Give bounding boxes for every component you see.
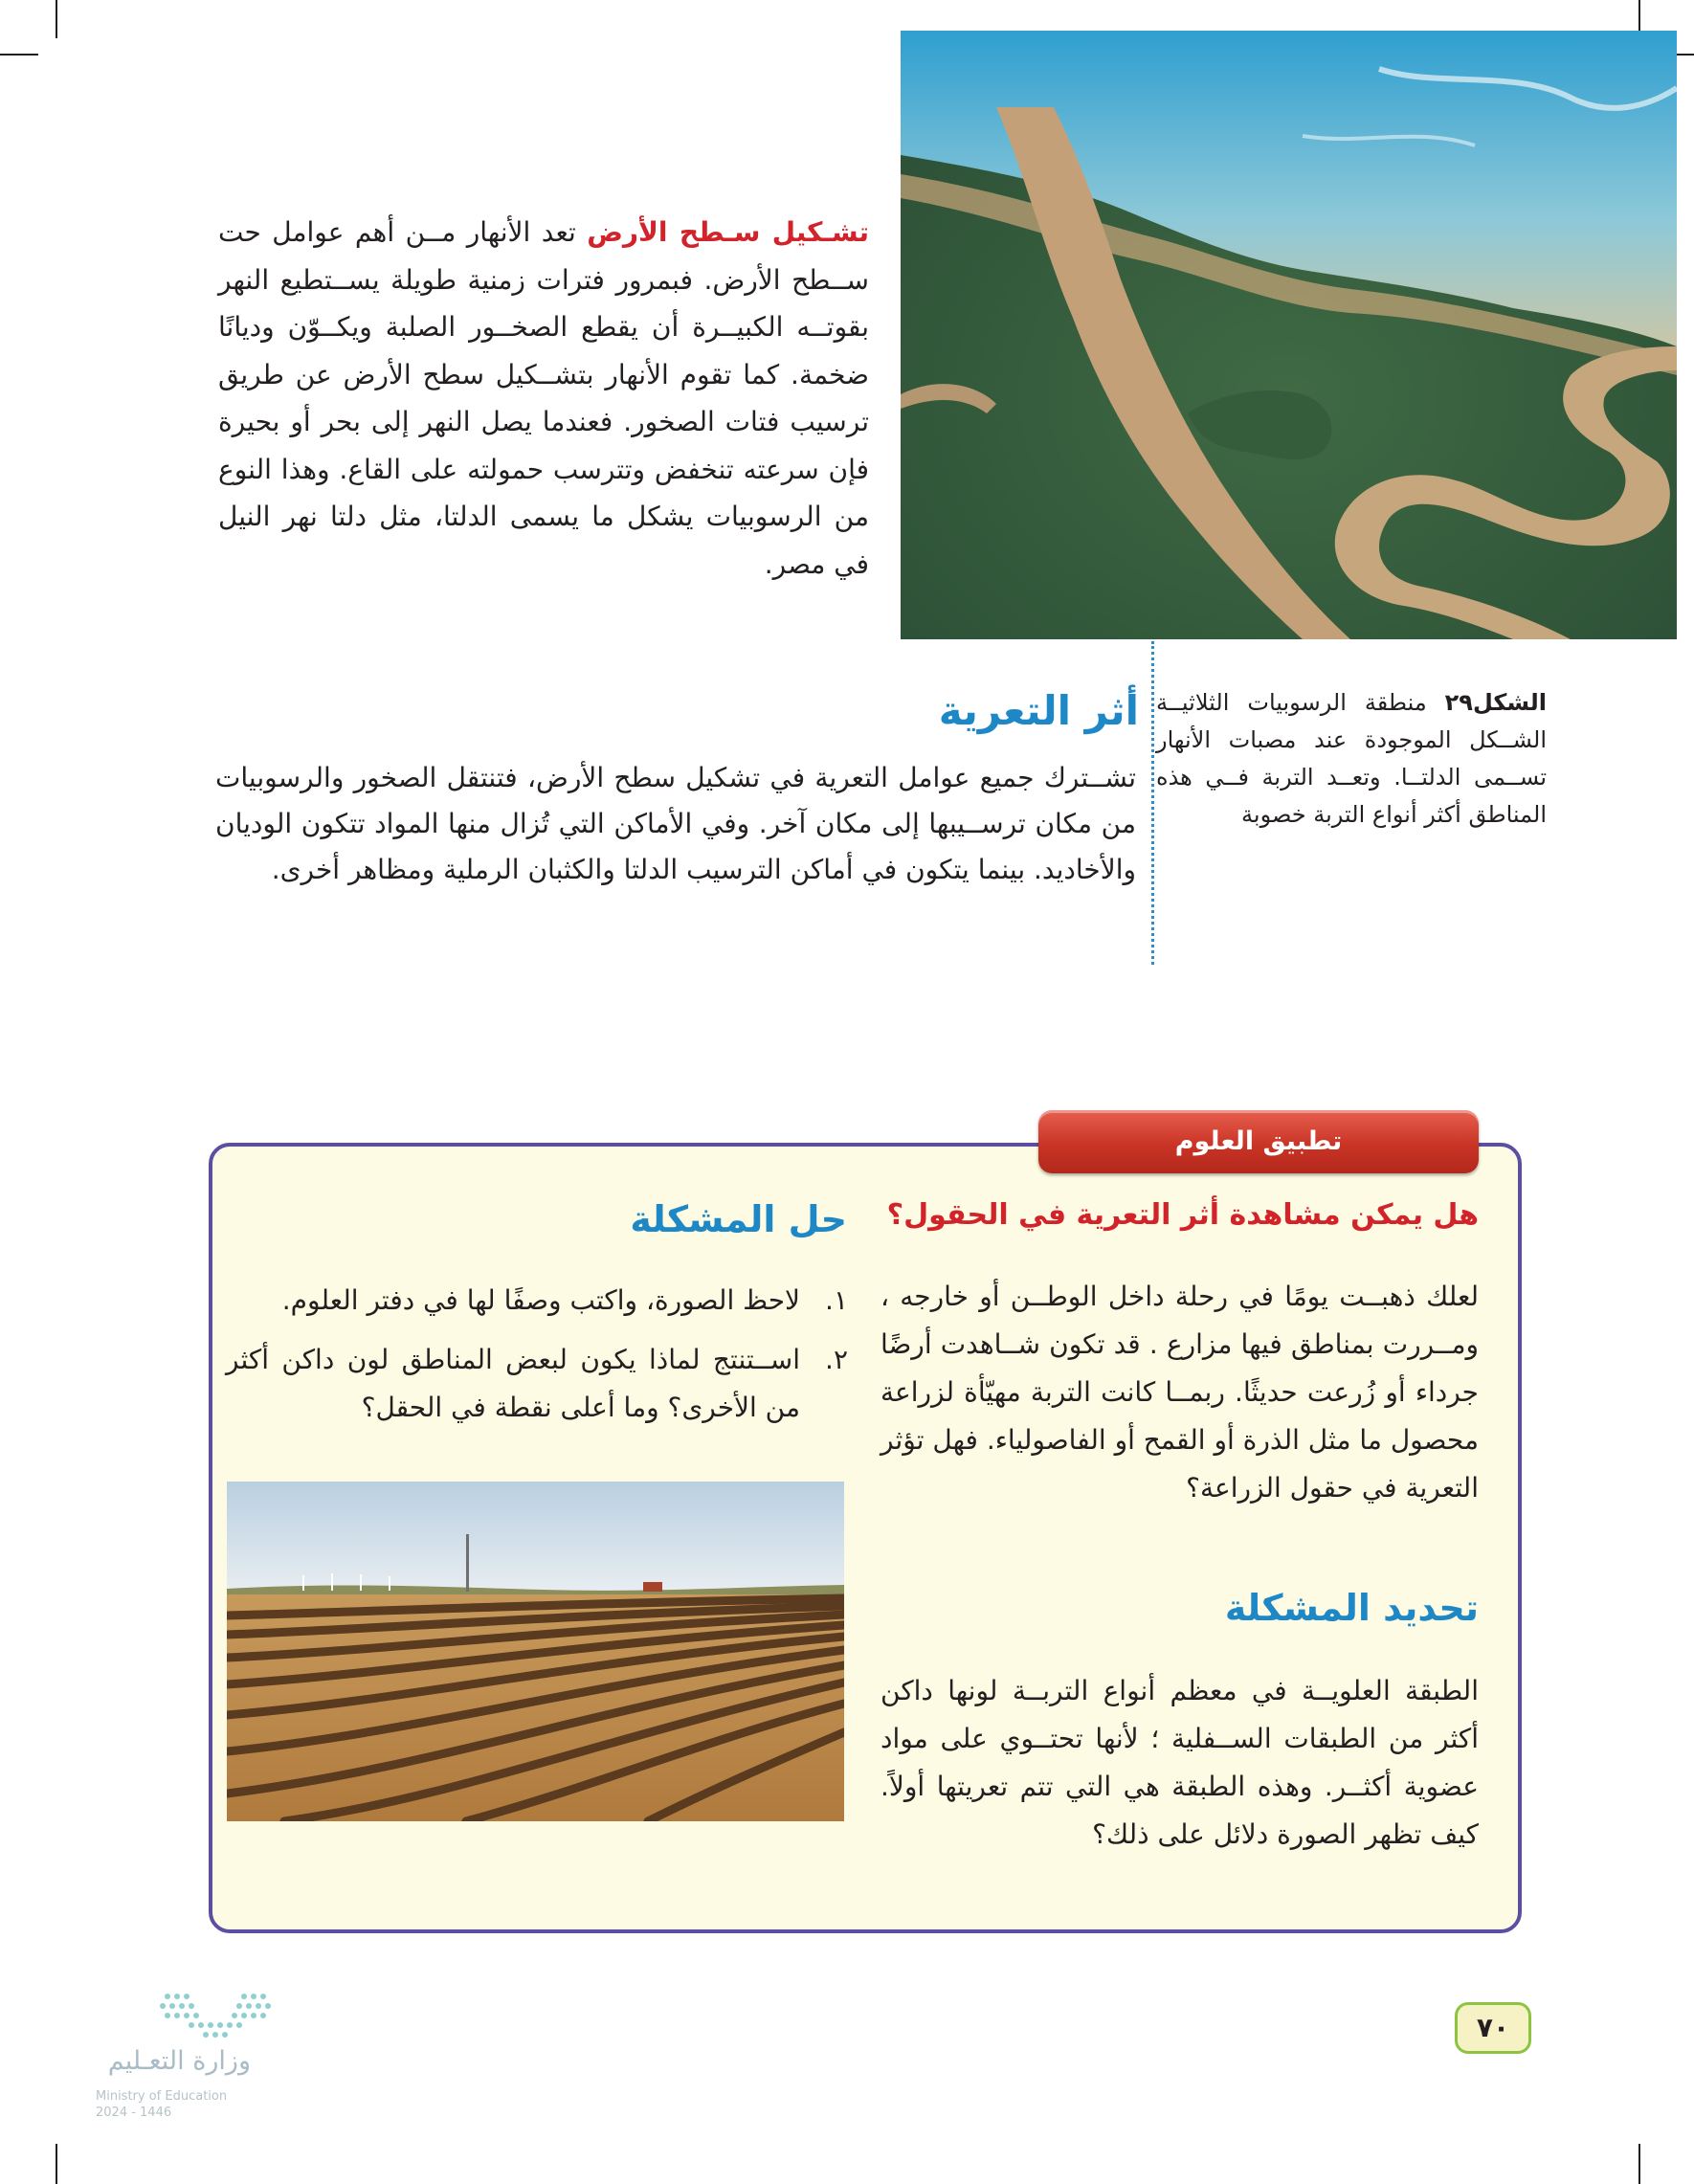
crop-mark	[0, 54, 38, 56]
step-text: لاحظ الصورة، واكتب وصفًا لها في دفتر العلوم.	[281, 1284, 800, 1316]
page-number: ٧٠	[1455, 2002, 1531, 2054]
delta-aerial-photo	[901, 31, 1677, 639]
solve-steps-list	[226, 1277, 848, 1443]
edition-year: 2024 - 1446	[96, 2106, 172, 2120]
figure-label: الشكل	[1472, 689, 1547, 716]
question-paragraph: لعلك ذهبــت يومًا في رحلة داخل الوطــن أو خارجه ، ومــررت بمناطق فيها مزارع . قد تكون شــاهدت أرضًا جرداء أو زُرعت حديثًا. ربمــا كانت التربة مهيّأة لزراعة محصول ما مثل الذرة أو القمح أو الفاصولياء. فهل تؤثر التعرية في حقول الزراعة؟	[880, 1281, 1479, 1504]
ministry-name-english: Ministry of Education	[96, 2089, 228, 2104]
figure-caption-text: منطقة الرسوبيات الثلاثيــة الشــكل الموجودة عند مصبات الأنهار تســمى الدلتــا. وتعــد التربة فــي هذه المناطق أكثر أنواع التربة خصوبة	[1156, 689, 1547, 828]
step-number: ٢.	[825, 1344, 848, 1375]
erosion-title: أثر التعرية	[938, 687, 1139, 734]
river-body: تعد الأنهار مــن أهم عوامل حت ســطح الأرض. فبمرور فترات زمنية طويلة يســتطيع النهر بقوتــه الكبيــرة أن يقطع الصخــور الصلبة ويكــوّن وديانًا ضخمة. كما تقوم الأنهار بتشــكيل سطح الأرض عن طريق ترسيب فتات الصخور. فعندما يصل النهر إلى بحر أو بحيرة فإن سرعته تنخفض وتترسب حمولته على القاع. وهذا النوع من الرسوبيات يشكل ما يسمى الدلتا، مثل دلتا نهر النيل في مصر.	[218, 216, 869, 580]
crop-mark	[56, 2144, 57, 2184]
define-problem-paragraph: الطبقة العلويــة في معظم أنواع التربــة لونها داكن أكثر من الطبقات الســفلية ؛ لأنها تحتــوي على مواد عضوية أكثــر. وهذه الطبقة هي التي تتم تعريتها أولاً. كيف تظهر الصورة دلائل على ذلك؟	[880, 1675, 1479, 1850]
delta-photo-illustration	[901, 31, 1677, 639]
crop-mark	[1638, 2144, 1640, 2184]
step-number: ١.	[825, 1284, 848, 1316]
ministry-name-arabic: وزارة التعـليم	[107, 2046, 251, 2076]
solve-problem-title: حل المشكلة	[630, 1198, 847, 1240]
erosion-paragraph: تشــترك جميع عوامل التعرية في تشكيل سطح الأرض، فتنتقل الصخور والرسوبيات من مكان ترســيبها إلى مكان آخر. وفي الأماكن التي تُزال منها المواد تتكون الوديان والأخاديد. بينما يتكون في أماكن الترسيب الدلتا والكثبان الرملية ومظاهر أخرى.	[215, 762, 1136, 885]
river-heading: تشـكيل سـطح الأرض	[587, 216, 869, 248]
figure-caption	[1156, 684, 1547, 834]
figure-number: ٢٩	[1444, 689, 1473, 716]
list-item	[226, 1336, 848, 1432]
science-application-label: تطبيق العلوم	[1174, 1126, 1343, 1156]
list-item	[226, 1277, 848, 1325]
define-problem-title: تحديد المشكلة	[1224, 1587, 1479, 1629]
science-application-tab	[1038, 1110, 1479, 1173]
river-paragraph	[218, 209, 869, 588]
column-divider	[1151, 641, 1154, 965]
field-photo-illustration	[227, 1482, 844, 1821]
crop-mark	[56, 0, 57, 38]
step-text: اســتنتج لماذا يكون لبعض المناطق لون داكن أكثر من الأخرى؟ وما أعلى نقطة في الحقل؟	[226, 1344, 800, 1423]
question-title: هل يمكن مشاهدة أثر التعرية في الحقول؟	[886, 1198, 1479, 1232]
plowed-field-photo	[227, 1482, 844, 1821]
ministry-logo-icon	[77, 1991, 325, 2048]
